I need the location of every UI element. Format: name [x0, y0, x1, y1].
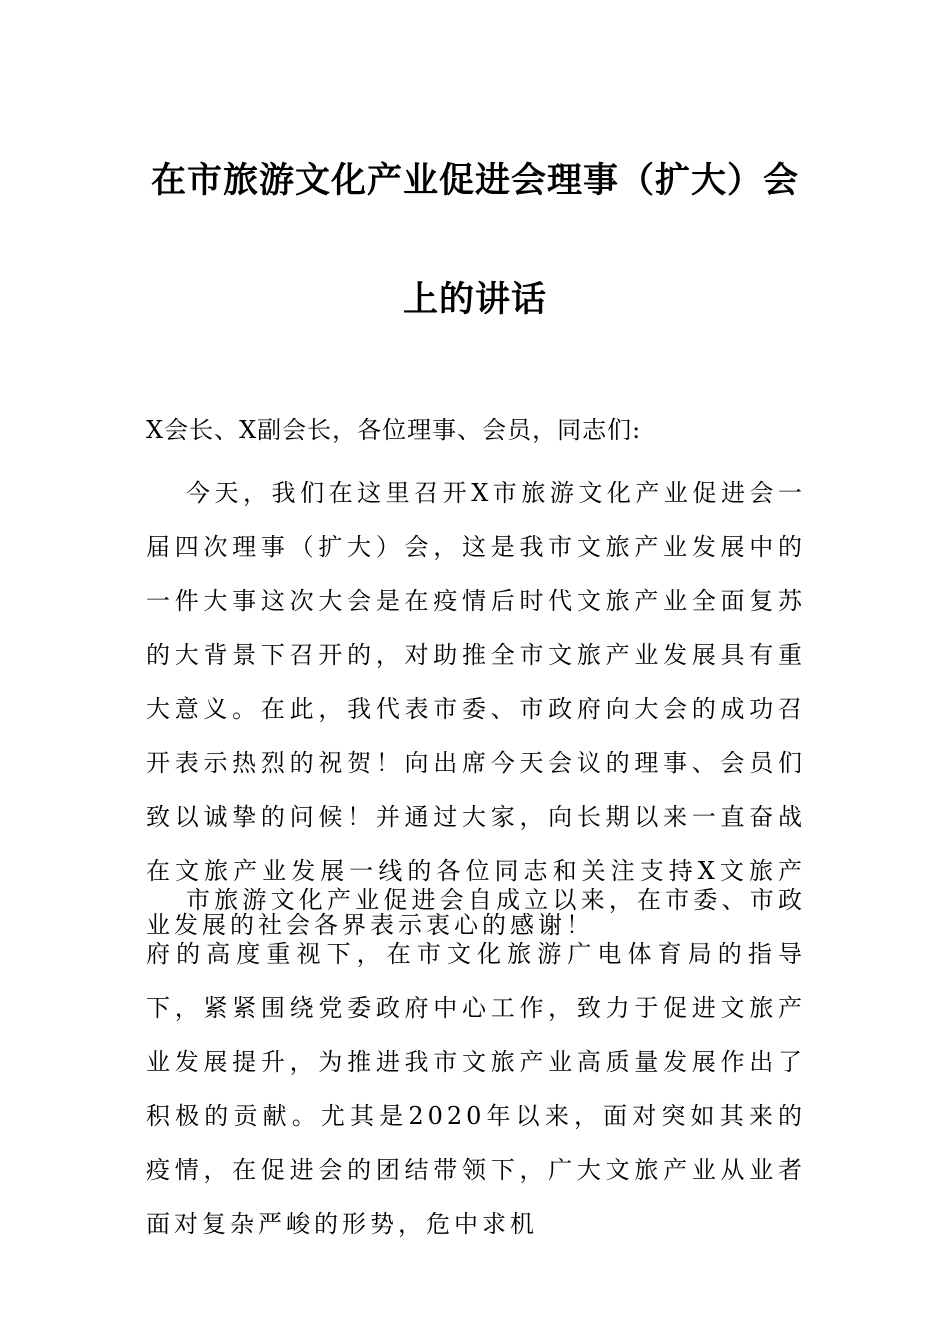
body-paragraph-2: 市旅游文化产业促进会自成立以来，在市委、市政府的高度重视下，在市文化旅游广电体育局的指导下，紧紧围绕党委政府中心工作，致力于促进文旅产业发展提升，为推进我市文旅产业高质量发展作出了积极的贡献。尤其是2020年以来，面对突如其来的疫情，在促进会的团结带领下，广大文旅产业从业者面对复杂严峻的形势，危中求机 — [146, 886, 806, 1238]
salutation: X会长、X副会长，各位理事、会员，同志们: — [146, 416, 642, 444]
body-paragraph-1: 今天，我们在这里召开X市旅游文化产业促进会一届四次理事（扩大）会，这是我市文旅产业发展中的一件大事这次大会是在疫情后时代文旅产业全面复苏的大背景下召开的，对助推全市文旅产业发展具有重大意义。在此，我代表市委、市政府向大会的成功召开表示热烈的祝贺！向出席今天会议的理事、会员们致以诚挚的问候！并通过大家，向长期以来一直奋战在文旅产业发展一线的各位同志和关注支持X文旅产业发展的社会各界表示衷心的感谢！ — [146, 479, 806, 939]
document-title-line-2: 上的讲话 — [402, 280, 547, 320]
document-title-line-1: 在市旅游文化产业促进会理事（扩大）会 — [150, 161, 799, 201]
